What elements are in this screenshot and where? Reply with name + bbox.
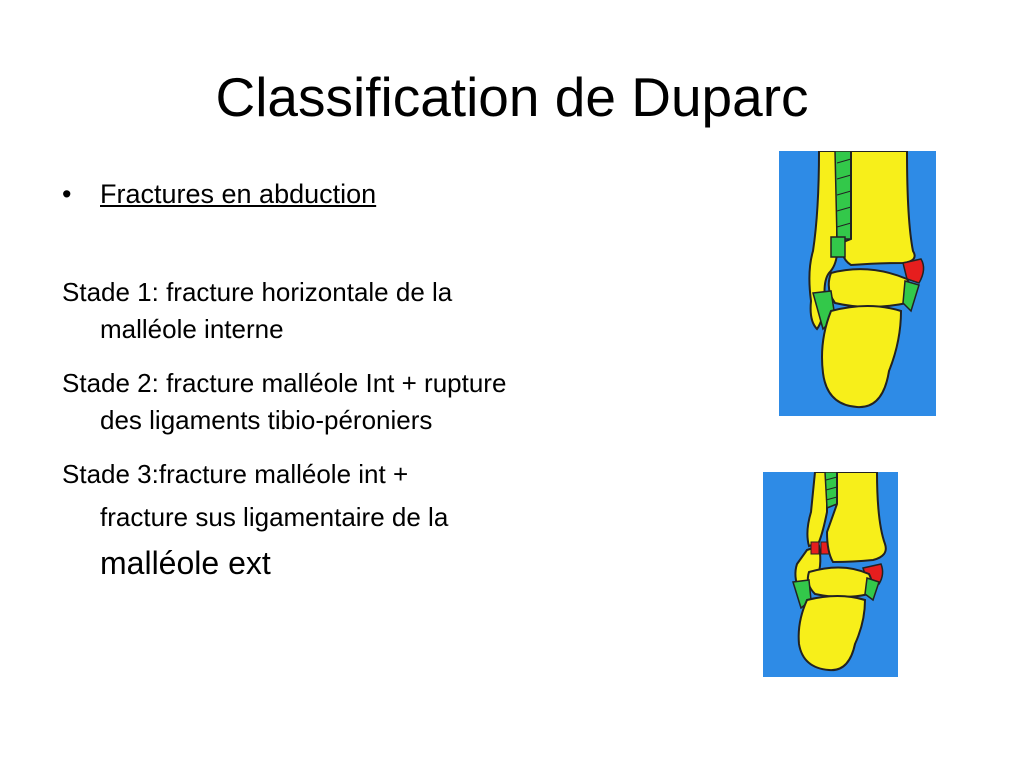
stage-2-paragraph [62, 365, 682, 439]
stage-1-line-1: Stade 1: fracture horizontale de la [62, 277, 453, 307]
tibia-bone [841, 151, 915, 265]
stage-3-paragraph [62, 455, 682, 585]
stage-1-paragraph [62, 274, 682, 348]
ankle-diagram-upper [779, 151, 936, 416]
bullet-symbol: • [62, 179, 72, 209]
talus-bone [829, 269, 911, 307]
talus-bone [808, 567, 872, 597]
bullet-item [62, 176, 376, 212]
green-ligament-marker [831, 237, 845, 257]
stage-2-line-1: Stade 2: fracture malléole Int + rupture [62, 368, 507, 398]
bullet-text: Fractures en abduction [100, 179, 377, 209]
stage-1-line-2: malléole interne [100, 314, 284, 344]
fibula-fracture-mark [811, 542, 819, 554]
stage-3-line-3: malléole ext [100, 545, 271, 581]
stage-3-line-2: fracture sus ligamentaire de la [100, 502, 449, 532]
slide-title: Classification de Duparc [215, 66, 809, 128]
stage-2-line-2: des ligaments tibio-péroniers [100, 405, 433, 435]
stage-3-line-1: Stade 3:fracture malléole int + [62, 459, 409, 489]
ankle-diagram-lower [763, 472, 898, 677]
